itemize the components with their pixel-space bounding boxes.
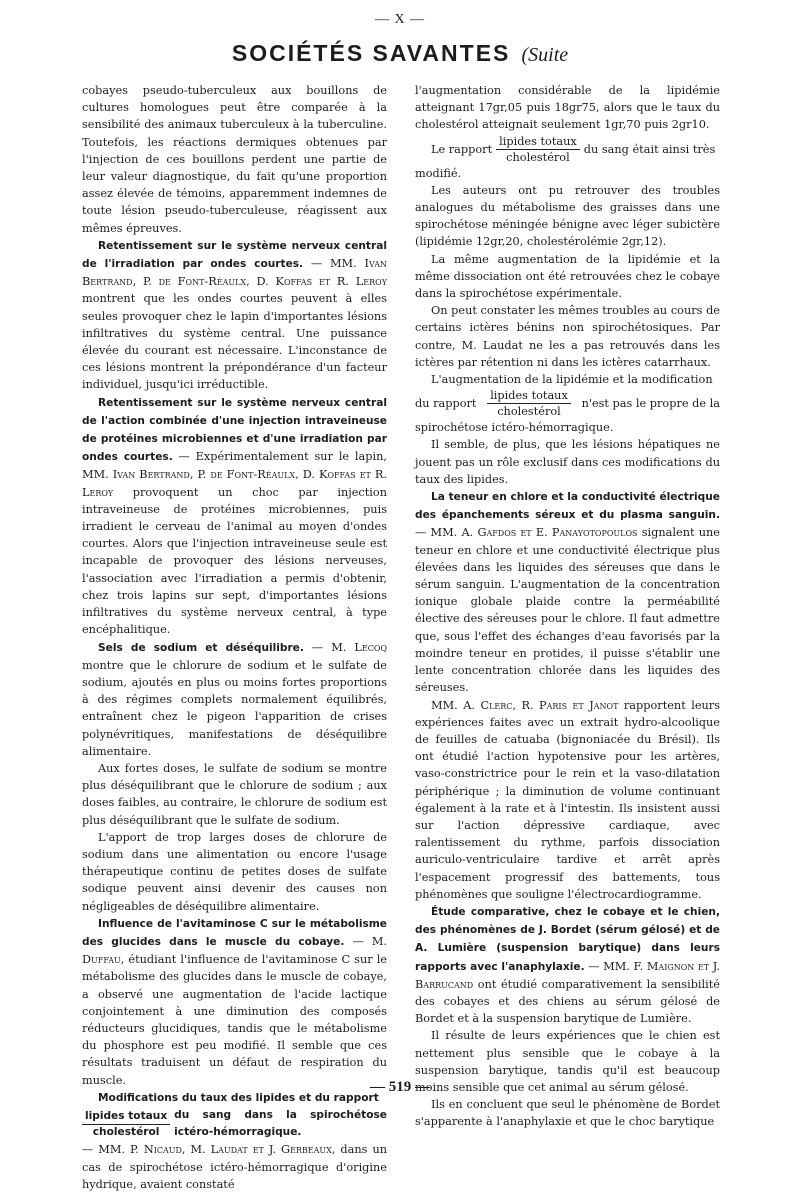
authors: Ivan Bertrand, P. de Font-Réaulx, D. Koffas et R. Leroy xyxy=(82,468,387,499)
page-number: — 519 — xyxy=(370,1079,430,1095)
fraction: $\frac{\text{lipides totaux}}{\text{cholestérol}}$ xyxy=(487,388,571,419)
title-fraction-line xyxy=(82,1107,387,1141)
paragraph: L'augmentation de la lipidémie et la modification xyxy=(431,373,713,387)
paragraph: cobayes pseudo-tuberculeux aux bouillons de cultures homologues peut être comparée à la sensibilité des animaux tuberculeux à la tuberculine. Toutefois, les réactions dermiques obtenues par l'injection de ces bouillons perdent une partie de leur valeur diagnostique, du fait qu'une proportion assez élevée de témoins, apparemment indemnes de toute lésion pseudo-tuberculeuse, réagissent aux mêmes épreuves. xyxy=(82,84,387,235)
fraction: $\frac{\text{lipides totaux}}{\text{cholestérol}}$ xyxy=(82,1109,170,1140)
article-title: La teneur en chlore et la conductivité électrique des épanchements séreux et du plasma sanguin. xyxy=(415,491,720,522)
article-title: Retentissement sur le système nerveux central de l'action combinée d'une injection intraveineuse de protéines microbiennes et d'une irradiation par ondes courtes. xyxy=(82,396,387,464)
paragraph: Sels de sodium et déséquilibre. — M. Lecoq montre que le chlorure de sodium et le sulfate de sodium, ajoutés en plus ou moins fortes proportions à des régimes complets normalement équilibrés, entraînent chez le pigeon l'apparition de crises polynévritiques, manifestations de déséquilibre alimentaire. xyxy=(82,640,388,758)
paragraph: MM. A. Clerc, R. Paris et Janot rapportent leurs expériences faites avec un extrait hydro-alcoolique de feuilles de catuaba (bignoniacée du Brésil). Ils ont étudié l'action hypotensive pour les artères, vaso-constrictrice pour le rein et la vaso-dilatation périphérique ; la diminution de volume continuant également à la rate et à l'intestin. Ils insistent aussi sur l'action dépressive cardiaque, avec ralentissement du rythme, parfois dissociation auriculo-ventriculaire tardive et arrêt après l'espacement progressif des battements, tous phénomènes que souligne l'électrocardiogramme. xyxy=(415,698,720,901)
paragraph: La teneur en chlore et la conductivité électrique des épanchements séreux et du plasma sanguin. — MM. A. Gafdos et E. Panayotopoulos signalent une teneur en chlore et une conductivité électrique plus élevées dans les liquides des séreuses que dans le sérum sanguin. L'augmentation de la concentration ionique globale plaide contre la perméabilité élective des séreuses pour le chlore. Il faut admettre que, sous l'effet des échanges d'eau favorisés par la moindre teneur en protides, il puisse s'établir une lente concentration chlorée dans les liquides des séreuses. xyxy=(415,491,720,695)
fraction: $\frac{\text{lipides totaux}}{\text{cholestérol}}$ xyxy=(496,134,580,165)
running-head: — X — xyxy=(374,12,426,27)
paragraph: — MM. P. Nicaud, M. Laudat et J. Gerbeaux, dans un cas de spirochétose ictéro-hémorragique d'origine hydrique, avaient constaté xyxy=(82,1143,387,1191)
authors: P. Nicaud, M. Laudat et J. Gerbeaux xyxy=(129,1143,332,1157)
paragraph: Étude comparative, chez le cobaye et le chien, des phénomènes de J. Bordet (sérum gélosé) et de A. Lumière (suspension barytique) dans leurs rapports avec l'anaphylaxie. — MM. F. Maignon et J. Barrucand ont étudié comparativement la sensibilité des cobayes et des chiens au sérum gélosé de Bordet et à la suspension barytique de Lumière. xyxy=(415,905,720,1026)
ratio-line: Le rapport $\frac{\text{lipides totaux}}{\text{cholestérol}}$ du sang était ainsi très xyxy=(431,134,716,164)
article-title: Sels de sodium et déséquilibre. xyxy=(98,641,304,654)
paragraph: Retentissement sur le système nerveux central de l'action combinée d'une injection intraveineuse de protéines microbiennes et d'une irradiation par ondes courtes. — Expérimentalement sur le lapin, MM. Ivan Bertrand, P. de Font-Réaulx, D. Koffas et R. Leroy provoquent un choc par injection intraveineuse de protéines microbiennes, puis irradient le cerveau de l'animal au moyen d'ondes courtes. Alors que l'injection intraveineuse seule est incapable de provoquer des lésions nerveuses, l'association avec l'irradiation a permis d'obtenir, chez trois lapins sur sept, d'importantes lésions infiltratives du système nerveux central, à type encéphalitique. xyxy=(82,396,387,637)
authors: F. Maignon et J. Barrucand xyxy=(415,959,720,991)
paragraph: Ils en concluent que seul le phénomène de Bordet s'apparente à l'anaphylaxie et que le choc barytique xyxy=(415,1098,720,1129)
section-header xyxy=(0,40,800,67)
paragraph: On peut constater les mêmes troubles au cours de certains ictères bénins non spirochétosiques. Par contre, M. Laudat ne les a pas retrouvés dans les ictères par rétention ni dans les ictères catarrhaux. xyxy=(415,304,720,369)
paragraph: Aux fortes doses, le sulfate de sodium se montre plus déséquilibrant que le chlorure de sodium ; aux doses faibles, au contraire, le chlorure de sodium est plus déséquilibrant que le sulfate de sodium. xyxy=(82,761,387,827)
paragraph: l'augmentation considérable de la lipidémie atteignant 17gr,05 puis 18gr75, alors que le taux du cholestérol atteignait seulement 1gr,70 puis 2gr10. xyxy=(415,84,720,132)
paragraph: modifié. xyxy=(415,166,462,180)
ratio-line: du rapport $\frac{\text{lipides totaux}}{\text{cholestérol}}$ n'est pas le propre de la xyxy=(415,389,720,419)
article-title: Modifications du taux des lipides et du rapport xyxy=(98,1091,379,1104)
section-suite: (Suite xyxy=(521,44,569,66)
paragraph: Influence de l'avitaminose C sur le métabolisme des glucides dans le muscle du cobaye. — M. Duffau, étudiant l'influence de l'avitaminose C sur le métabolisme des glucides dans le muscle de cobaye, a observé une augmentation de l'acide lactique conjointement à une diminution des composés réducteurs glucidiques, tandis que le métabolisme du phosphore est peu modifié. Il semble que ces résultats traduisent un défaut de respiration du muscle. xyxy=(82,917,388,1087)
article-title: Retentissement sur le système nerveux central de l'irradiation par ondes courtes. xyxy=(82,239,387,271)
article-title: Étude comparative, chez le cobaye et le chien, des phénomènes de J. Bordet (sérum gélosé) et de A. Lumière (suspension barytique) dans leurs rapports avec l'anaphylaxie. xyxy=(415,905,720,973)
authors: Ivan Bertrand, P. de Font-Réaulx, D. Koffas et R. Leroy xyxy=(82,257,387,289)
paragraph: Retentissement sur le système nerveux central de l'irradiation par ondes courtes. — MM. Ivan Bertrand, P. de Font-Réaulx, D. Koffas et R. Leroy montrent que les ondes courtes peuvent à elles seules provoquer chez le lapin d'importantes lésions infiltratives du système central. Une puissance élevée du courant est nécessaire. L'inconstance de ces lésions montrent la prépondérance d'un facteur individuel, jusqu'ici irréductible. xyxy=(82,239,387,392)
paragraph: Il semble, de plus, que les lésions hépatiques ne jouent pas un rôle exclusif dans ces modifications du taux des lipides. xyxy=(415,438,720,486)
authors: Lecoq xyxy=(354,640,388,654)
right-column xyxy=(415,82,720,1131)
paragraph: L'apport de trop larges doses de chlorure de sodium dans une alimentation ou encore l'usage thérapeutique continu de petites doses de sulfate sodique peuvent ainsi devenir des causes non négligeables de déséquilibre alimentaire. xyxy=(82,830,387,913)
section-title: SOCIÉTÉS SAVANTES xyxy=(231,40,511,66)
authors: A. Gafdos et E. Panayotopoulos xyxy=(461,526,638,540)
paragraph: La même augmentation de la lipidémie et la même dissociation ont été retrouvées chez le cobaye dans la spirochétose expérimentale. xyxy=(415,252,720,301)
paragraph: Il résulte de leurs expériences que le chien est nettement plus sensible que le cobaye à la suspension barytique, tandis qu'il est beaucoup moins sensible que cet animal au sérum gélosé. xyxy=(415,1029,720,1094)
article-title: du sang dans la spirochétose ictéro-hémorragique. xyxy=(174,1108,387,1139)
article-title: Influence de l'avitaminose C sur le métabolisme des glucides dans le muscle du cobaye. xyxy=(82,917,387,948)
paragraph: spirochétose ictéro-hémorragique. xyxy=(415,421,614,435)
authors: Duffau xyxy=(82,953,121,967)
authors: A. Clerc, R. Paris et Janot xyxy=(463,698,619,712)
paragraph: Les auteurs ont pu retrouver des troubles analogues du métabolisme des graisses dans une spirochétose méningée bénigne avec léger subictère (lipidémie 12gr,20, cholestérolémie 2gr,12). xyxy=(415,183,720,249)
left-column xyxy=(82,82,387,1193)
